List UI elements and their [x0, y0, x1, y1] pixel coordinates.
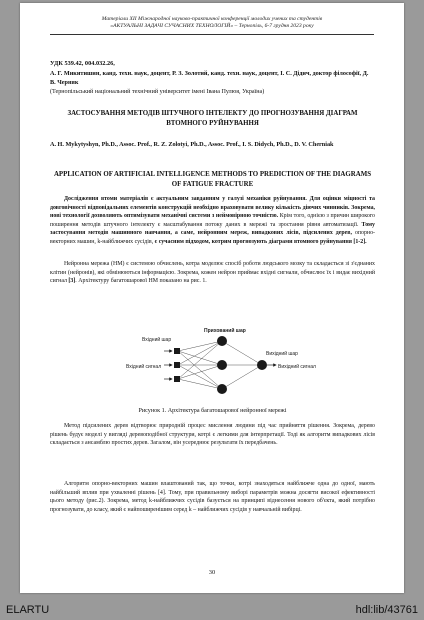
- label-output-layer: Вихідний шар: [266, 351, 298, 357]
- page-number: 30: [208, 569, 216, 576]
- affiliation: (Тернопільський національний технічний університет імені Івана Пулюя, Україна): [50, 89, 265, 95]
- label-output-signal: Вихідний сигнал: [278, 364, 316, 370]
- hidden-neuron: [217, 384, 227, 394]
- header-line-2: «АКТУАЛЬНІ ЗАДАЧІ СУЧАСНИХ ТЕХНОЛОГІЙ» – Тернопіль, 6-7 грудня 2023 року: [110, 23, 314, 30]
- conference-header: [20, 16, 404, 31]
- paragraph-neural-network: Нейронна мережа (НМ) є системою обчислень, котра моделює спосіб роботи людського мозку та складається зі з'єднаних клітин (нейронів), які обмінюються інформацією. Зокрема, кожен нейрон приймає вхідні сигнали, обчислює їх і видає вихідний сигнал [3]. Архітектуру багатошарової НМ показано на рис. 1.: [50, 261, 375, 285]
- paragraph-intro: Дослідження втоми матеріалів є актуальним завданням у галузі механіки руйнування. Для оцінки міцності та довговічності відповідальних елементів конструкцій необхідно враховувати велику кількість діючих чинників. Зокрема, нові технології дозволяють оптимізувати механічні системи з неймовірною точністю. Крім того, однією з причин широкого поширення методів штучного інтелекту є масштабування потоку даних в мережі та зростання рівня автоматизації. Тому застосування методів машинного навчання, а саме, нейронним мереж, випадкових лісів, підсилених дерев, опорно-векторних машин, k-найближчих сусідів, є сучасним підходом, котрим прогнозують діаграми втомного руйнування [1-2].: [50, 196, 375, 245]
- input-neuron: [174, 348, 180, 354]
- hidden-neurons: [217, 336, 227, 394]
- hidden-neuron: [217, 360, 227, 370]
- label-input-layer: Вхідний шар: [142, 337, 172, 343]
- authors-english: A. H. Mykytyshyn, Ph.D., Assoc. Prof., R. Z. Zolotyi, Ph.D., Assoc. Prof., I. S. Didych, Ph.D., D. V. Cherniak: [50, 141, 334, 148]
- figure-caption: Рисунок 1. Архітектура багатошарової нейронної мережі: [138, 408, 287, 414]
- authors-ukrainian: А. Г. Микитишин, канд. техн. наук, доцент, Р. З. Золотий, канд. техн. наук, доцент, І. С. Дідич, доктор філософії, Д. В. Черняк: [50, 70, 369, 86]
- udk-code: УДК 539.42, 004.032.26,: [50, 60, 115, 67]
- header-rule: [50, 34, 374, 35]
- label-hidden-layer: Прихований шар: [204, 328, 246, 334]
- label-input-signal: Вхідний сигнал: [126, 364, 162, 370]
- input-neurons: [174, 348, 180, 382]
- header-line-1: Матеріали XII Міжнародної науково-практичної конференції молодих учених та студентів: [101, 16, 323, 22]
- input-neuron: [174, 362, 180, 368]
- document-page: [20, 3, 404, 593]
- title-ukrainian: ЗАСТОСУВАННЯ МЕТОДІВ ШТУЧНОГО ІНТЕЛЕКТУ ДО ПРОГНОЗУВАННЯ ДІАГРАМ ВТОМНОГО РУЙНУВАННЯ: [67, 110, 358, 127]
- paragraph-svm: Алгоритм опорно-векторних машин влаштований так, що точки, котрі знаходяться найближче одна до одної, мають найбільший вплив при ухваленні рішень [4]. Тому, при правильному виборі параметрів можна досягти високої ефективності цього методу (рис.2). Зокрема, метод k-найближчих сусідів базується на принципі віднесення нового об'єкта, який потрібно прогнозувати, до класу, який є найпоширенішим серед k – найближчих сусідів у навчальній вибірці.: [50, 481, 375, 513]
- title-english: APPLICATION OF ARTIFICIAL INTELLIGENCE METHODS TO PREDICTION OF THE DIAGRAMS OF FATIGUE FRACTURE: [53, 171, 372, 188]
- input-neuron: [174, 376, 180, 382]
- hidden-neuron: [217, 336, 227, 346]
- neural-network-figure: [112, 327, 316, 403]
- handle-id: hdl:lib/43761: [355, 604, 418, 616]
- repository-name: ELARTU: [6, 604, 50, 616]
- paragraph-boosted-trees: Метод підсилених дерев відтворює природній процес мислення людини під час прийняття рішення. Зокрема, дерево рішень будує моделі у вигляді деревоподібної структури, котрі є легкими для інтерпретації. Тоді як алгоритм випадкових лісів складається з ансамблю простих дерев. Загалом, він усереднює результати їх передбачень.: [50, 423, 375, 447]
- output-neuron: [257, 360, 267, 370]
- repository-footer: [0, 602, 424, 620]
